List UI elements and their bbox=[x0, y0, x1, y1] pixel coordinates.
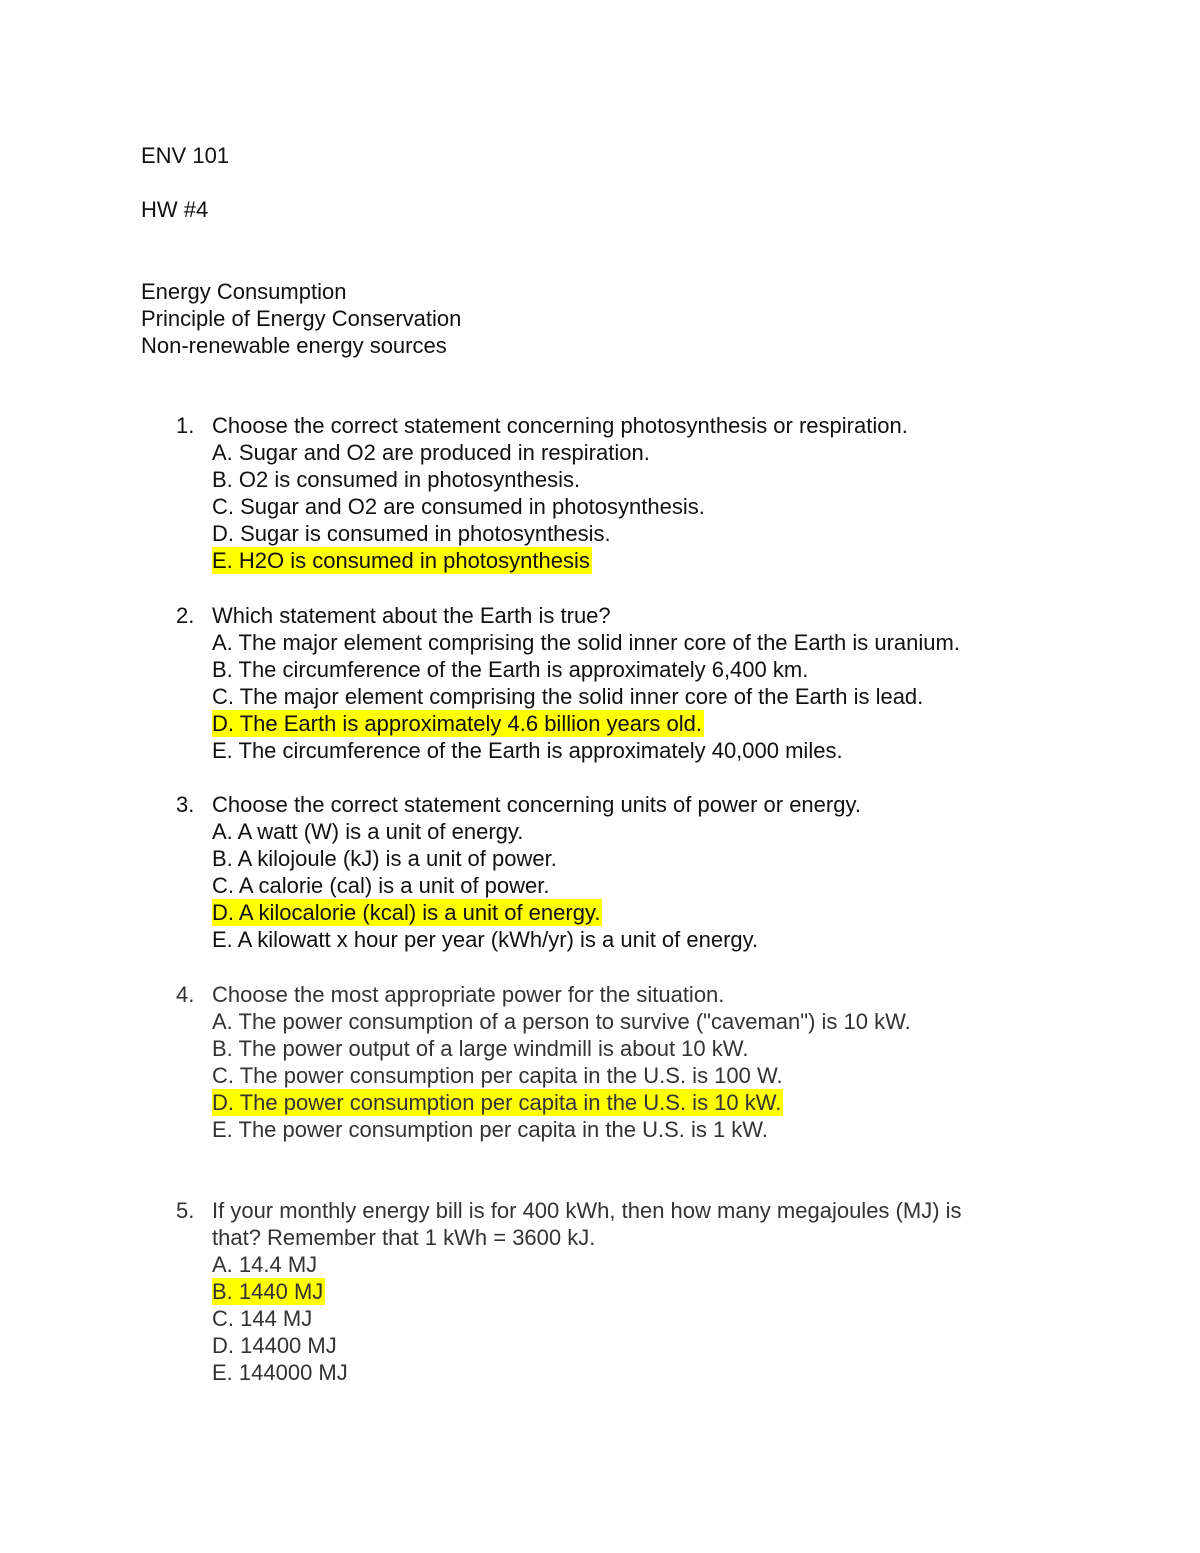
option-b: B. The circumference of the Earth is approximately 6,400 km. bbox=[212, 657, 809, 682]
topic-2: Principle of Energy Conservation bbox=[141, 306, 462, 331]
option-e-highlighted: E. H2O is consumed in photosynthesis bbox=[212, 548, 590, 573]
option-e: E. 144000 MJ bbox=[212, 1360, 348, 1385]
option-c: C. The power consumption per capita in the U.S. is 100 W. bbox=[212, 1063, 783, 1088]
question-5 bbox=[176, 1197, 1056, 1386]
option-d-highlighted: D. A kilocalorie (kcal) is a unit of energy. bbox=[212, 900, 601, 925]
question-text-line-1: If your monthly energy bill is for 400 kWh, then how many megajoules (MJ) is bbox=[212, 1198, 962, 1223]
option-b: B. A kilojoule (kJ) is a unit of power. bbox=[212, 846, 557, 871]
option-c: C. Sugar and O2 are consumed in photosynthesis. bbox=[212, 494, 705, 519]
question-text: Choose the correct statement concerning photosynthesis or respiration. bbox=[212, 413, 908, 438]
option-e: E. A kilowatt x hour per year (kWh/yr) is a unit of energy. bbox=[212, 927, 759, 952]
option-d-highlighted: D. The Earth is approximately 4.6 billion years old. bbox=[212, 711, 702, 736]
topic-1: Energy Consumption bbox=[141, 279, 347, 304]
question-3 bbox=[176, 791, 1056, 953]
option-a: A. The major element comprising the solid inner core of the Earth is uranium. bbox=[212, 630, 960, 655]
option-e: E. The power consumption per capita in the U.S. is 1 kW. bbox=[212, 1117, 768, 1142]
option-c: C. A calorie (cal) is a unit of power. bbox=[212, 873, 550, 898]
question-text: Which statement about the Earth is true? bbox=[212, 603, 611, 628]
option-d: D. Sugar is consumed in photosynthesis. bbox=[212, 521, 611, 546]
option-a: A. The power consumption of a person to survive ("caveman") is 10 kW. bbox=[212, 1009, 911, 1034]
question-number: 1. bbox=[176, 413, 195, 438]
option-a: A. A watt (W) is a unit of energy. bbox=[212, 819, 524, 844]
question-number: 5. bbox=[176, 1198, 195, 1223]
question-text: Choose the most appropriate power for the situation. bbox=[212, 982, 725, 1007]
option-b: B. O2 is consumed in photosynthesis. bbox=[212, 467, 581, 492]
question-2 bbox=[176, 602, 1056, 764]
question-number: 3. bbox=[176, 792, 195, 817]
option-b: B. The power output of a large windmill is about 10 kW. bbox=[212, 1036, 749, 1061]
option-c: C. 144 MJ bbox=[212, 1306, 313, 1331]
option-d: D. 14400 MJ bbox=[212, 1333, 337, 1358]
question-1 bbox=[176, 412, 1056, 574]
question-number: 4. bbox=[176, 982, 195, 1007]
option-a: A. Sugar and O2 are produced in respiration. bbox=[212, 440, 650, 465]
option-c: C. The major element comprising the solid inner core of the Earth is lead. bbox=[212, 684, 924, 709]
option-d-highlighted: D. The power consumption per capita in the U.S. is 10 kW. bbox=[212, 1090, 782, 1115]
topic-3: Non-renewable energy sources bbox=[141, 333, 447, 358]
question-text: Choose the correct statement concerning units of power or energy. bbox=[212, 792, 861, 817]
option-e: E. The circumference of the Earth is approximately 40,000 miles. bbox=[212, 738, 843, 763]
question-4 bbox=[176, 981, 1056, 1143]
assignment-title: HW #4 bbox=[141, 197, 209, 222]
course-title: ENV 101 bbox=[141, 143, 230, 168]
question-text-line-2: that? Remember that 1 kWh = 3600 kJ. bbox=[212, 1225, 596, 1250]
option-b-highlighted: B. 1440 MJ bbox=[212, 1279, 324, 1304]
question-number: 2. bbox=[176, 603, 195, 628]
option-a: A. 14.4 MJ bbox=[212, 1252, 318, 1277]
